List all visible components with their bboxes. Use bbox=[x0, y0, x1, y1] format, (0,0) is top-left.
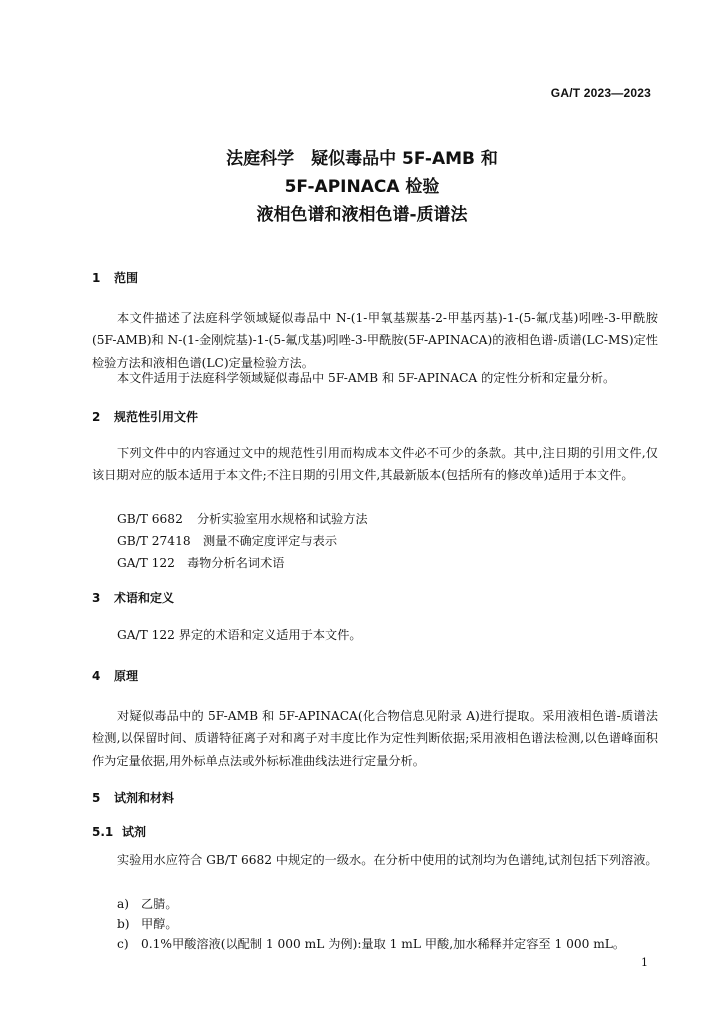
title-line-3: 液相色谱和液相色谱-质谱法 bbox=[256, 205, 468, 225]
section-4-heading bbox=[92, 668, 138, 684]
section-title: 规范性引用文件 bbox=[114, 410, 199, 424]
section-title: 试剂和材料 bbox=[114, 791, 175, 805]
section-1-heading bbox=[92, 270, 138, 286]
subsection-number: 5.1 bbox=[92, 825, 114, 839]
section-number: 3 bbox=[92, 591, 101, 605]
section-number: 2 bbox=[92, 410, 101, 424]
standard-code: GA/T 2023—2023 bbox=[550, 86, 651, 100]
section-2-paragraph-1: 下列文件中的内容通过文中的规范性引用而构成本文件必不可少的条款。其中,注日期的引用文件,仅该日期对应的版本适用于本文件;不注日期的引用文件,其最新版本(包括所有的修改单)适用于本文件。 bbox=[92, 446, 658, 483]
section-2-heading bbox=[92, 409, 198, 425]
reference-item bbox=[117, 554, 285, 572]
reference-code: GA/T 122 bbox=[117, 556, 175, 570]
page-number: 1 bbox=[641, 956, 648, 969]
section-1-paragraph-2: 本文件适用于法庭科学领域疑似毒品中 5F-AMB 和 5F-APINACA 的定性分析和定量分析。 bbox=[117, 371, 616, 385]
reference-title: 测量不确定度评定与表示 bbox=[203, 534, 338, 548]
section-3-heading bbox=[92, 590, 174, 606]
section-number: 1 bbox=[92, 271, 101, 285]
section-title: 范围 bbox=[114, 271, 139, 285]
list-item bbox=[117, 915, 178, 933]
list-item-label: a) bbox=[117, 897, 130, 911]
reference-code: GB/T 27418 bbox=[117, 534, 191, 548]
list-item bbox=[117, 935, 625, 953]
reference-code: GB/T 6682 bbox=[117, 512, 183, 526]
section-5-heading bbox=[92, 790, 174, 806]
section-number: 4 bbox=[92, 669, 101, 683]
section-1-paragraph-1: 本文件描述了法庭科学领域疑似毒品中 N-(1-甲氧基羰基-2-甲基丙基)-1-(5-氟戊基)吲唑-3-甲酰胺(5F-AMB)和 N-(1-金刚烷基)-1-(5-氟戊基)吲唑-3-甲酰胺(5F-APINACA)的液相色谱-质谱(LC-MS)定性检验方法和液相色谱(LC)定量检验方法。 bbox=[92, 311, 658, 370]
list-item bbox=[117, 895, 178, 913]
list-item-text: 0.1%甲酸溶液(以配制 1 000 mL 为例):量取 1 mL 甲酸,加水稀释并定容至 1 000 mL。 bbox=[141, 937, 626, 951]
list-item-label: c) bbox=[117, 937, 129, 951]
section-4-paragraph-1: 对疑似毒品中的 5F-AMB 和 5F-APINACA(化合物信息见附录 A)进行提取。采用液相色谱-质谱法检测,以保留时间、质谱特征离子对和离子对丰度比作为定性判断依据;采用液相色谱法检测,以色谱峰面积作为定量依据,用外标单点法或外标标准曲线法进行定量分析。 bbox=[92, 709, 658, 768]
subsection-5-1-heading bbox=[92, 824, 146, 840]
section-number: 5 bbox=[92, 791, 101, 805]
section-title: 术语和定义 bbox=[114, 591, 175, 605]
section-title: 原理 bbox=[114, 669, 139, 683]
reference-title: 分析实验室用水规格和试验方法 bbox=[197, 512, 368, 526]
title-line-2: 5F-APINACA 检验 bbox=[284, 177, 440, 197]
section-3-paragraph-1: GA/T 122 界定的术语和定义适用于本文件。 bbox=[117, 628, 362, 642]
title-line-1: 法庭科学 疑似毒品中 5F-AMB 和 bbox=[226, 149, 498, 169]
subsection-5-1-paragraph-1: 实验用水应符合 GB/T 6682 中规定的一级水。在分析中使用的试剂均为色谱纯,试剂包括下列溶液。 bbox=[117, 853, 658, 867]
reference-item bbox=[117, 532, 337, 550]
subsection-title: 试剂 bbox=[122, 825, 147, 839]
list-item-label: b) bbox=[117, 917, 130, 931]
reference-item bbox=[117, 510, 368, 528]
list-item-text: 甲醇。 bbox=[141, 917, 178, 931]
list-item-text: 乙腈。 bbox=[141, 897, 178, 911]
reference-title: 毒物分析名词术语 bbox=[187, 556, 285, 570]
